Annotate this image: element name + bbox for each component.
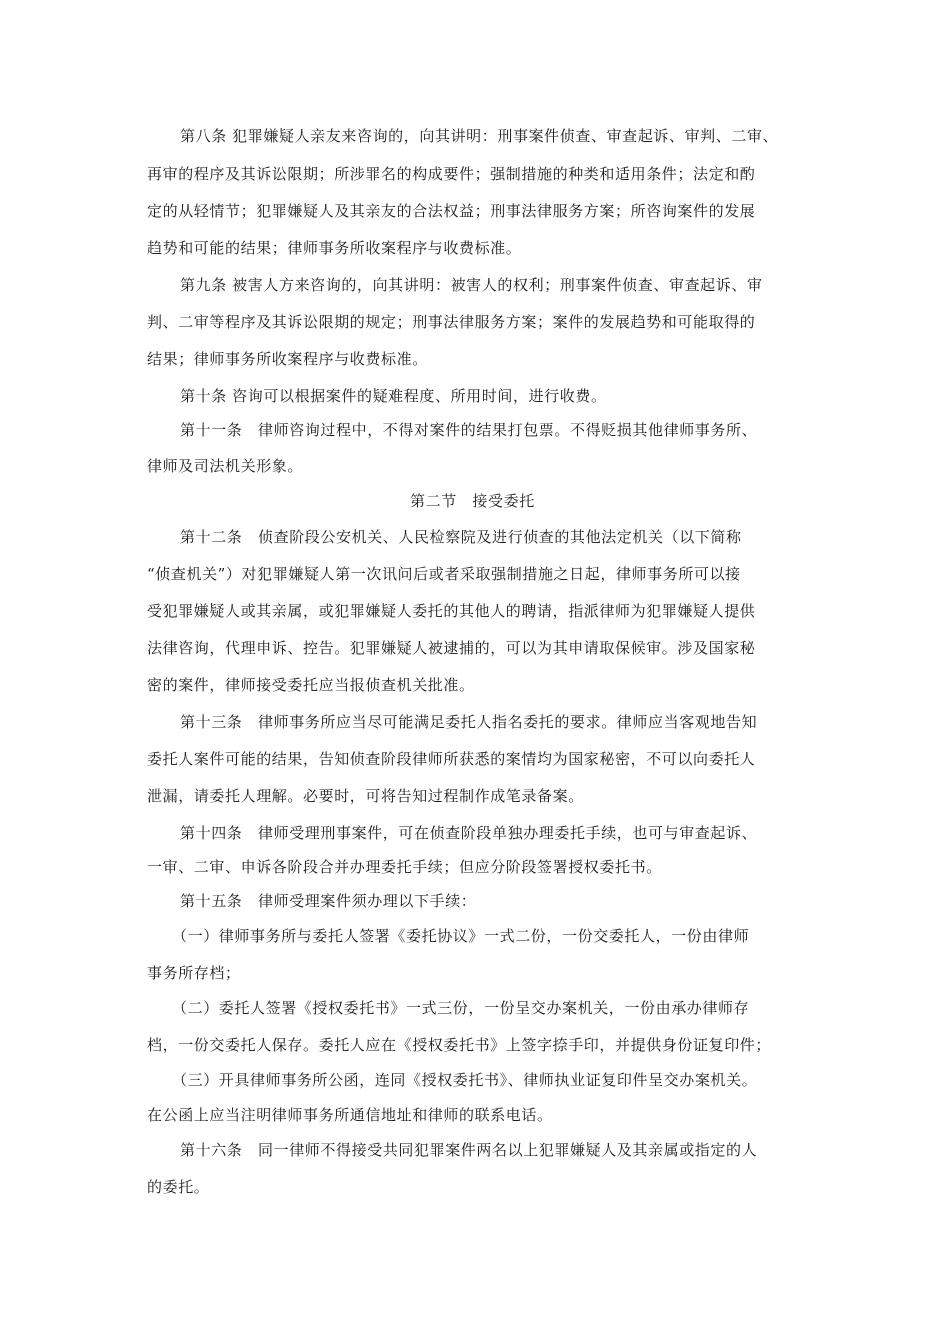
article-11-line-1: 第十一条 律师咨询过程中，不得对案件的结果打包票。不得贬损其他律师事务所、	[180, 421, 758, 439]
article-10-line-1: 第十条 咨询可以根据案件的疑难程度、所用时间，进行收费。	[180, 387, 607, 405]
article-12-line-3: 受犯罪嫌疑人或其亲属，或犯罪嫌疑人委托的其他人的聘请，指派律师为犯罪嫌疑人提供	[147, 602, 756, 620]
article-15-item-3-line-1: （三）开具律师事务所公函，连同《授权委托书》、律师执业证复印件呈交办案机关。	[172, 1071, 758, 1089]
article-8-line-3: 定的从轻情节；犯罪嫌疑人及其亲友的合法权益；刑事法律服务方案；所咨询案件的发展	[147, 202, 756, 220]
article-8-line-4: 趋势和可能的结果；律师事务所收案程序与收费标准。	[147, 239, 522, 257]
section-heading: 第二节 接受委托	[410, 492, 535, 510]
article-16-line-1: 第十六条 同一律师不得接受共同犯罪案件两名以上犯罪嫌疑人及其亲属或指定的人	[180, 1141, 758, 1159]
article-8-line-2: 再审的程序及其诉讼限期；所涉罪名的构成要件；强制措施的种类和适用条件；法定和酌	[147, 165, 756, 183]
article-9-line-3: 结果；律师事务所收案程序与收费标准。	[147, 350, 428, 368]
article-8-line-1: 第八条 犯罪嫌疑人亲友来咨询的，向其讲明：刑事案件侦查、审查起诉、审判、二审、	[180, 127, 779, 145]
article-12-line-4: 法律咨询，代理申诉、控告。犯罪嫌疑人被逮捕的，可以为其申请取保候审。涉及国家秘	[147, 639, 756, 657]
article-15-item-2-line-2: 档，一份交委托人保存。委托人应在《授权委托书》上签字捺手印，并提供身份证复印件；	[147, 1036, 772, 1054]
article-15-item-3-line-2: 在公函上应当注明律师事务所通信地址和律师的联系电话。	[147, 1106, 553, 1124]
article-12-line-5: 密的案件，律师接受委托应当报侦查机关批准。	[147, 676, 475, 694]
article-14-line-1: 第十四条 律师受理刑事案件，可在侦查阶段单独办理委托手续，也可与审查起诉、	[180, 824, 758, 842]
article-15-item-1-line-1: （一）律师事务所与委托人签署《委托协议》一式二份，一份交委托人，一份由律师	[172, 927, 750, 945]
article-16-line-2: 的委托。	[147, 1178, 210, 1196]
article-9-line-1: 第九条 被害人方来咨询的，向其讲明：被害人的权利；刑事案件侦查、审查起诉、审	[180, 276, 763, 294]
article-13-line-2: 委托人案件可能的结果，告知侦查阶段律师所获悉的案情均为国家秘密，不可以向委托人	[147, 750, 756, 768]
article-14-line-2: 一审、二审、申诉各阶段合并办理委托手续；但应分阶段签署授权委托书。	[147, 858, 662, 876]
article-15-item-1-line-2: 事务所存档；	[147, 964, 241, 982]
article-12-line-2: “侦查机关”）对犯罪嫌疑人第一次讯问后或者采取强制措施之日起，律师事务所可以接	[147, 565, 741, 583]
article-11-line-2: 律师及司法机关形象。	[147, 457, 304, 475]
article-15-item-2-line-1: （二）委托人签署《授权委托书》一式三份，一份呈交办案机关，一份由承办律师存	[172, 999, 750, 1017]
article-12-line-1: 第十二条 侦查阶段公安机关、人民检察院及进行侦查的其他法定机关（以下简称	[180, 528, 742, 546]
article-9-line-2: 判、二审等程序及其诉讼限期的规定；刑事法律服务方案；案件的发展趋势和可能取得的	[147, 313, 756, 331]
article-15-line-1: 第十五条 律师受理案件须办理以下手续：	[180, 892, 477, 910]
article-13-line-3: 泄漏，请委托人理解。必要时，可将告知过程制作成笔录备案。	[147, 787, 584, 805]
article-13-line-1: 第十三条 律师事务所应当尽可能满足委托人指名委托的要求。律师应当客观地告知	[180, 713, 758, 731]
